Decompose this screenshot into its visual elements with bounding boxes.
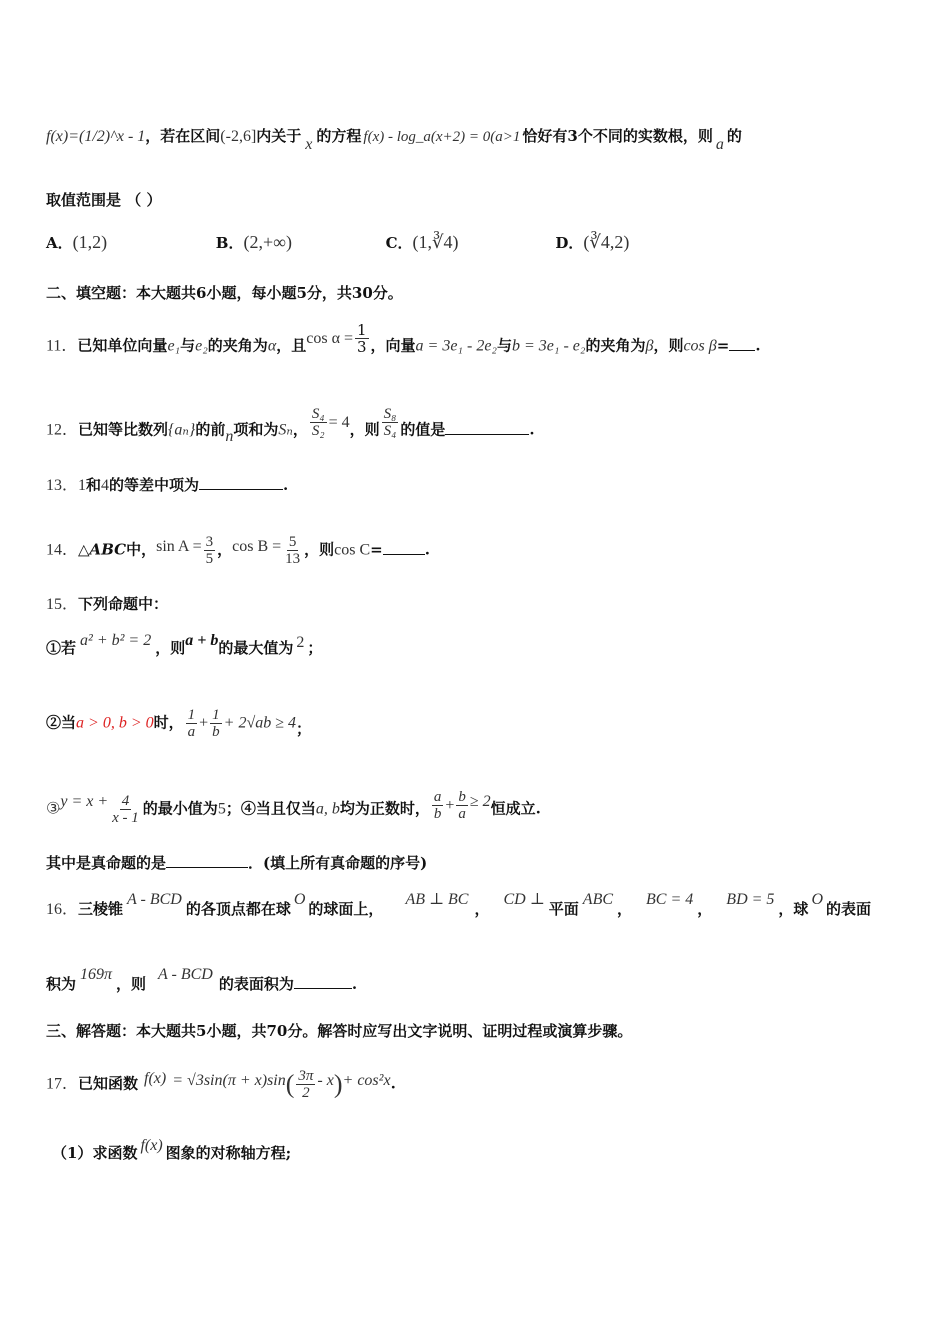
q15-p3-mark: ③ [46, 800, 61, 818]
q17-fx: f(x) [144, 1069, 167, 1087]
fraction-numerator: 1 [212, 707, 220, 723]
q11-e2: e₂ [195, 337, 208, 355]
q17-expr-c: + cos²x [342, 1071, 391, 1089]
q11-cos-alpha: cos α = [306, 329, 353, 347]
q13-a: 1 [78, 477, 87, 494]
q11-text-e: 的夹角为 [585, 336, 646, 355]
q15-p1-text-b: 的最大值为 [218, 639, 294, 657]
q11-alpha: α [267, 337, 277, 355]
q16-text-a: 三棱锥 [78, 900, 124, 918]
fraction-numerator: a [433, 789, 442, 805]
q14-sinA: sin A = [156, 537, 202, 555]
q12-number: 12． [46, 421, 79, 439]
section3-heading: 三、解答题：本大题共5小题，共70分。解答时应写出文字说明、证明过程或演算步骤。 [46, 1022, 633, 1040]
q17-number: 17． [46, 1075, 79, 1093]
q15-p2-rest: + 2√ab ≥ 4 [223, 714, 297, 732]
q15-prop1 [46, 632, 910, 659]
q11-e1: e₁ [167, 337, 181, 355]
q15-p4-frac1 [432, 789, 444, 822]
q11-number: 11． [46, 337, 78, 355]
q16-line1 [46, 891, 910, 920]
right-paren-icon: ) [333, 1069, 343, 1099]
q15-p4-rest: ≥ 2 [469, 792, 491, 810]
q14-end: . [424, 540, 430, 559]
q17-fraction [296, 1068, 315, 1101]
q12-equals-4: = 4 [328, 413, 350, 431]
q12-ratio2 [382, 406, 399, 439]
option-value: (2,+∞) [243, 232, 292, 252]
q14-text-b: ，则 [304, 540, 335, 559]
fraction-denominator: 2 [302, 1085, 310, 1101]
q12-n: n [225, 427, 234, 445]
q13-text: 的等差中项为 [109, 476, 200, 494]
q16-plane: 平面 [548, 900, 579, 918]
q11-end: . [755, 336, 761, 355]
q17-end: . [390, 1074, 396, 1093]
q17-part1-fx: f(x) [140, 1137, 163, 1154]
q11-text-a: 已知单位向量 [77, 336, 168, 355]
q12-text-d: ，则 [349, 420, 380, 439]
option-label: A． [46, 234, 73, 252]
q16-text-e: 的表面 [826, 900, 872, 918]
q11-answer-blank[interactable] [729, 336, 755, 351]
q15-p2-frac1 [186, 707, 198, 740]
q14-equals: = [370, 540, 383, 559]
q17-part1-label: （1） [52, 1144, 93, 1162]
q10-option-c[interactable] [386, 232, 496, 253]
q16-condition4: BD = 5 [726, 891, 775, 908]
fraction-denominator: 13 [285, 551, 301, 567]
q15-p3-frac [110, 793, 141, 826]
q17-part1-text: 求函数 [92, 1144, 138, 1162]
q13-number: 13． [46, 477, 79, 494]
q16-comma2: ， [617, 900, 633, 918]
q16-text-d: ，球 [778, 900, 809, 918]
q12-text-b: 的前 [195, 420, 226, 439]
q10-text-d: 恰好有3个不同的实数根，则 [522, 127, 713, 145]
q14-cosC: cos C [334, 541, 371, 559]
q16-line2-text-b: ，则 [116, 975, 147, 993]
fraction-denominator: a [458, 806, 466, 822]
q11-vector-a: a = 3e₁ - 2e₂ [415, 337, 497, 355]
q15-p2-end: ； [296, 719, 312, 738]
q12-sequence: {aₙ} [168, 421, 196, 439]
q11-beta: β [645, 337, 654, 355]
q12-text-e: 的值是 [400, 420, 446, 439]
q15-p3-expr: y = x + [60, 792, 109, 810]
q15-p4-plus: + [445, 796, 455, 814]
q15-p2-plus: + [199, 714, 209, 732]
q10-var-x: x [305, 136, 313, 153]
q15-p4-mark: ④当且仅当 [240, 799, 316, 818]
q16-line2 [46, 966, 910, 995]
q10-option-b[interactable] [216, 232, 326, 253]
q13-end: . [283, 476, 289, 494]
q10-option-a[interactable] [46, 232, 156, 253]
fraction-numerator: 3π [298, 1068, 314, 1084]
q15-p4-text: 均为正数时， [339, 799, 430, 818]
q15-number: 15． [46, 596, 79, 613]
q15-prop2 [46, 707, 910, 740]
q15-p1-value: 2 [296, 634, 305, 651]
q15-p2-text: 时， [153, 713, 184, 732]
fraction-numerator: 1 [187, 707, 196, 723]
q12-sn: Sₙ [278, 421, 293, 439]
q15-answer-blank[interactable] [166, 853, 248, 868]
q16-sphere-o2: O [811, 891, 823, 908]
q13-answer-blank[interactable] [199, 475, 283, 490]
q14-number: 14． [46, 541, 79, 559]
q10-text-a: ，若在区间 [145, 127, 221, 145]
fraction-denominator: a [187, 724, 196, 740]
q11-text-f: ，则 [653, 336, 684, 355]
fraction-numerator: 4 [121, 793, 130, 809]
q16-end: . [351, 975, 358, 993]
q12 [46, 406, 910, 447]
fraction-denominator: 5 [205, 551, 214, 567]
q11-text-d: ，向量 [370, 336, 416, 355]
q10-interval: (-2,6] [220, 128, 257, 145]
q16-line2-text-a: 积为 [46, 975, 77, 993]
fraction-numerator: S₄ [311, 406, 325, 422]
q10-function-def: f(x)=(1/2)^x - 1 [46, 128, 146, 145]
q16-abc: ABC [582, 891, 614, 908]
q17-text-a: 已知函数 [78, 1074, 139, 1093]
q17-expr-a: = √3sin(π + x)sin [172, 1071, 286, 1089]
q15-p4-frac2 [456, 789, 468, 822]
q10-text-e: 的 [726, 127, 742, 145]
q16-answer-blank[interactable] [294, 974, 352, 989]
option-label: B． [215, 234, 244, 252]
fraction-numerator: S₈ [383, 406, 397, 422]
q14 [46, 534, 910, 567]
fraction-denominator: x - 1 [112, 810, 139, 826]
q10-line1 [46, 126, 910, 153]
q10-options [46, 232, 910, 253]
q12-comma: ， [292, 420, 308, 439]
q16-condition1: AB ⊥ BC [405, 891, 469, 908]
q15-answer [46, 853, 910, 873]
option-label: C． [385, 234, 413, 252]
q10-text-c: 的方程 [316, 127, 362, 145]
q11-and: 与 [180, 336, 196, 355]
q16-text-b: 的各顶点都在球 [185, 900, 291, 918]
q14-text-a: 中， [126, 540, 157, 559]
q11-text-b: 的夹角为 [207, 336, 268, 355]
q15-p3-separator: ； [225, 799, 241, 818]
q15-p3-text: 的最小值为 [142, 799, 218, 818]
q10-text-b: 内关于 [256, 127, 302, 145]
q11-text-c: ，且 [276, 336, 307, 355]
q13-b: 4 [101, 477, 110, 494]
q10-option-d[interactable] [555, 232, 629, 253]
q17 [46, 1068, 910, 1101]
q17-part1 [52, 1137, 910, 1164]
q15-p1-mark: ①若 [46, 639, 77, 657]
q12-end: . [529, 420, 535, 439]
q11-and2: 与 [496, 336, 512, 355]
q11-vector-b: b = 3e₁ - e₂ [512, 337, 586, 355]
q15-p1-expr: a + b [185, 632, 219, 649]
left-paren-icon: ( [285, 1069, 295, 1099]
q14-triangle: △ABC [78, 540, 127, 559]
option-label: D． [555, 234, 584, 252]
fraction-denominator: b [433, 806, 442, 822]
q16-line2-text-c: 的表面积为 [218, 975, 294, 993]
q14-sinA-frac [204, 534, 216, 567]
q15-p2-condition: a > 0, b > 0 [76, 714, 154, 732]
q13 [46, 475, 910, 496]
q12-answer-blank[interactable] [445, 420, 529, 435]
q15-p1-end: ； [307, 639, 323, 657]
q15-p2-mark: ②当 [46, 713, 77, 732]
fraction-denominator: b [212, 724, 220, 740]
q17-part1-rest: 图象的对称轴方程; [165, 1144, 292, 1162]
q16-text-c: 的球面上， [308, 900, 384, 918]
q12-ratio1 [310, 406, 327, 439]
q14-answer-blank[interactable] [383, 540, 425, 555]
q10-equation: f(x) - log_a(x+2) = 0(a>1 [363, 129, 521, 145]
q16-comma3: ， [697, 900, 713, 918]
q14-comma: ， [217, 540, 233, 559]
q15-p4-vars: a, b [315, 800, 340, 818]
q16-comma1: ， [474, 900, 490, 918]
q10-line2: 取值范围是 （ ） [46, 191, 162, 209]
q15-title [46, 594, 910, 615]
q14-cosB: cos B = [232, 537, 282, 555]
fraction-denominator: S₄ [383, 423, 397, 439]
q15-p1-condition: a² + b² = 2 [80, 632, 152, 649]
q11-fraction [355, 322, 369, 355]
q16-condition3: BC = 4 [646, 891, 694, 908]
fraction-numerator: 5 [288, 534, 297, 550]
q16-pyramid2: A - BCD [158, 966, 213, 983]
q12-text-c: 项和为 [233, 420, 279, 439]
fraction-numerator: b [458, 789, 466, 805]
q15-p4-end: 恒成立. [490, 799, 541, 818]
fraction-numerator: 3 [205, 534, 214, 550]
fraction-denominator: S₂ [311, 423, 325, 439]
q17-expr-b: - x [317, 1071, 334, 1089]
q11 [46, 321, 910, 363]
q15-title-text: 下列命题中： [78, 595, 169, 613]
option-value: (∛4,2) [583, 232, 630, 252]
option-value: (1,∛4) [412, 232, 459, 252]
q16-sphere-o: O [293, 891, 306, 908]
q13-and: 和 [86, 476, 102, 494]
q15-answer-hint: ．(填上所有真命题的序号) [248, 854, 428, 872]
q11-equals: = [716, 336, 730, 355]
q15-prop3-4 [46, 789, 910, 826]
option-value: (1,2) [72, 232, 108, 252]
q15-p1-text-a: ，则 [155, 639, 186, 657]
q16-number: 16． [46, 901, 79, 918]
q15-p3-value: 5 [217, 800, 226, 818]
q15-answer-text: 其中是真命题的是 [46, 854, 167, 872]
fraction-numerator: 1 [356, 321, 367, 339]
q11-cos-beta: cos β [683, 337, 717, 355]
q16-pyramid: A - BCD [127, 891, 182, 908]
section2-heading: 二、填空题：本大题共6小题，每小题5分，共30分。 [46, 284, 403, 302]
fraction-denominator: 3 [356, 338, 367, 356]
q15-p2-frac2 [210, 707, 222, 740]
q16-condition2: CD ⊥ [503, 891, 545, 908]
q16-area: 169π [80, 966, 113, 983]
q12-text-a: 已知等比数列 [78, 420, 169, 439]
q10-var-a: a [715, 136, 724, 153]
q14-cosB-frac [283, 534, 302, 567]
